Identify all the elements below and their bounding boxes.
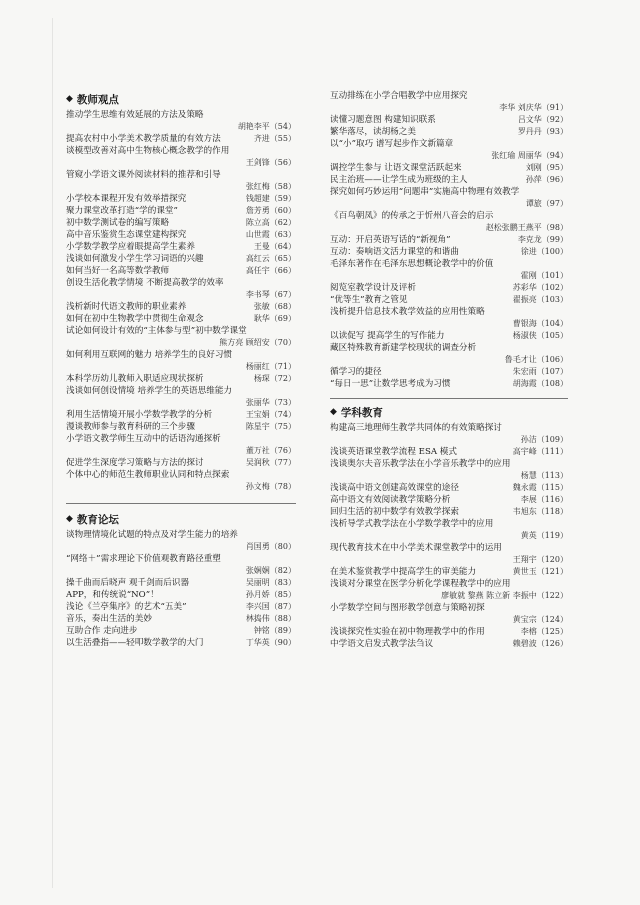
entry-title: 浅论《兰亭集序》的艺术“五美” (66, 602, 187, 612)
entry-author-page: 曹银海（104） (512, 319, 568, 328)
toc-entry[interactable] (66, 253, 296, 265)
entry-author-page: 刘刚（95） (525, 163, 568, 172)
entry-title: 读懂习题意图 构建知识联系 (330, 115, 436, 125)
entry-author-page: 黄宝宗（124） (512, 615, 568, 624)
entry-title: 现代教育技术在中小学美术课堂教学中的运用 (330, 543, 502, 553)
section-heading-education-forum (66, 512, 296, 526)
entry-title: 个体中心的师范生教师职业认同和特点探索 (66, 470, 230, 480)
toc-entry[interactable] (330, 506, 568, 518)
toc-entry[interactable] (66, 169, 296, 193)
entry-title: 操千曲而后晓声 观千剑而后识器 (66, 578, 190, 588)
toc-entry[interactable] (330, 306, 568, 330)
toc-entry[interactable] (66, 457, 296, 469)
toc-entry[interactable] (330, 162, 568, 174)
toc-entry[interactable] (330, 542, 568, 566)
entry-author-page: 耿华（69） (253, 314, 296, 323)
entry-author-page: 朱宏雨（107） (512, 367, 568, 376)
entry-author-page: 王曼（64） (253, 242, 296, 251)
toc-entry[interactable] (330, 90, 568, 114)
entry-author-page: 孙洁（109） (520, 435, 568, 444)
entry-author-page: 罗丹丹（93） (517, 127, 568, 136)
toc-entry[interactable] (66, 637, 296, 649)
right-column (330, 90, 568, 650)
entry-title: 音乐，奏出生活的美妙 (66, 614, 152, 624)
entry-author-page: 丁华英（90） (245, 638, 296, 647)
diamond-icon: ◆ (66, 94, 73, 104)
entry-title: 如何利用互联网的魅力 培养学生的良好习惯 (66, 350, 233, 360)
entry-author-page: 李克龙（99） (517, 235, 568, 244)
entry-title: 构建高三地理师生教学共同体的有效策略探讨 (330, 423, 502, 433)
entry-author-page: 吕文华（92） (517, 115, 568, 124)
entry-author-page: 胡艳李平（54） (237, 122, 296, 131)
toc-entry[interactable] (330, 246, 568, 258)
entry-title: 初中数学测试卷的编写策略 (66, 218, 170, 228)
entry-title: 如何在初中生物教学中贯彻生命观念 (66, 314, 204, 324)
entry-author-page: 李榕（125） (520, 627, 568, 636)
entry-author-page: 苏彩华（102） (512, 283, 568, 292)
entry-author-page: 王翔宇（120） (512, 555, 568, 564)
entry-title: 互动排练在小学合唱教学中应用探究 (330, 91, 468, 101)
toc-entry[interactable] (66, 205, 296, 217)
toc-entry[interactable] (66, 589, 296, 601)
entry-title: 创设生活化教学情境 不断提高教学的效率 (66, 278, 224, 288)
entry-title: 促进学生深度学习策略与方法的探讨 (66, 458, 204, 468)
entry-title: 本科学历幼儿教师入职适应现状探析 (66, 374, 204, 384)
toc-entry[interactable] (330, 626, 568, 638)
entry-title: 聚力课堂改革打造“学的课堂” (66, 206, 178, 216)
entry-title: 互动：开启英语写话的“新视角” (330, 235, 451, 245)
entry-author-page: 孙月娇（85） (245, 590, 296, 599)
toc-entry[interactable] (330, 366, 568, 378)
entry-author-page: 杨丽红（71） (245, 362, 296, 371)
entry-author-page: 高任宇（66） (245, 266, 296, 275)
toc-entry[interactable] (330, 518, 568, 542)
entry-title: 《百鸟朝凤》的传承之于忻州八音会的启示 (330, 211, 494, 221)
toc-entry[interactable] (66, 349, 296, 373)
entry-title: 阅览室教学设计及评析 (330, 283, 416, 293)
entry-author-page: 赵松张鹏王燕平（98） (485, 223, 568, 232)
toc-entry[interactable] (66, 373, 296, 385)
section-heading-subject-education (330, 405, 568, 419)
entry-author-page: 李展（116） (520, 495, 568, 504)
entry-title: “每日一思”让数学思考成为习惯 (330, 379, 451, 389)
entry-title: 浅析新时代语文教师的职业素养 (66, 302, 187, 312)
entry-author-page: 魏永霞（115） (512, 483, 568, 492)
entry-title: 如何当好一名高等数学教师 (66, 266, 170, 276)
entry-title: 以读促写 提高学生的写作能力 (330, 331, 445, 341)
toc-entry[interactable] (330, 638, 568, 650)
entry-title: 在美术鉴赏教学中提高学生的审美能力 (330, 567, 477, 577)
toc-entry[interactable] (66, 277, 296, 301)
entry-author-page: 陈星宇（75） (245, 422, 296, 431)
entry-title: 漫谈教师参与教育科研的三个步骤 (66, 422, 195, 432)
entry-author-page: 熊方亮 顾绍安（70） (219, 338, 296, 347)
entry-title: 浅析提升信息技术教学效益的应用性策略 (330, 307, 485, 317)
entry-title: 浅谈对分课堂在医学分析化学课程教学中的应用 (330, 579, 511, 589)
entry-title: 推动学生思维有效延展的方法及策略 (66, 110, 204, 120)
toc-entry[interactable] (66, 577, 296, 589)
entry-title: 中学语文启发式教学法刍议 (330, 639, 434, 649)
section-title: 学科教育 (340, 406, 383, 419)
toc-entry[interactable] (330, 422, 568, 446)
entry-author-page: 徐进（100） (520, 247, 568, 256)
toc-entry[interactable] (330, 578, 568, 602)
scan-shadow (52, 18, 53, 888)
toc-entry[interactable] (330, 186, 568, 210)
entry-title: 浅谈英语课堂教学流程 ESA 模式 (330, 447, 457, 457)
toc-entry[interactable] (66, 469, 296, 493)
entry-author-page: 齐进（55） (253, 134, 296, 143)
toc-entry[interactable] (330, 234, 568, 246)
entry-author-page: 赖碧波（126） (512, 639, 568, 648)
toc-entry[interactable] (66, 433, 296, 457)
toc-entry[interactable] (330, 458, 568, 482)
entry-author-page: 黄世玉（121） (512, 567, 568, 576)
entry-author-page: 高宇峰（111） (512, 447, 568, 456)
entry-author-page: 胡海霞（108） (512, 379, 568, 388)
entry-title: 回归生活的初中数学有效教学探索 (330, 507, 459, 517)
entry-title: 循学习的捷径 (330, 367, 382, 377)
toc-entry[interactable] (330, 482, 568, 494)
entry-title: 利用生活情境开展小学数学教学的分析 (66, 410, 213, 420)
entry-title: “网络＋”需求理论下价值观教育路径重塑 (66, 554, 221, 564)
toc-entry[interactable] (330, 566, 568, 578)
entry-title: 管窥小学语文课外阅读材料的推荐和引导 (66, 170, 221, 180)
entry-author-page: 杨慧（113） (520, 471, 568, 480)
entry-author-page: 张红梅（58） (245, 182, 296, 191)
entry-title: 民主治班——让学生成为班级的主人 (330, 175, 468, 185)
entry-author-page: 王宝娟（74） (245, 410, 296, 419)
toc-entry[interactable] (66, 217, 296, 229)
toc-entry[interactable] (330, 330, 568, 342)
toc-entry[interactable] (66, 601, 296, 613)
entry-title: 繁华落尽，读胡杨之美 (330, 127, 416, 137)
entry-author-page: 韦旭东（118） (512, 507, 568, 516)
entry-author-page: 孙文梅（78） (245, 482, 296, 491)
toc-entry[interactable] (66, 301, 296, 313)
toc-entry[interactable] (330, 446, 568, 458)
entry-author-page: 王剑锋（56） (245, 158, 296, 167)
section-title: 教师观点 (76, 93, 119, 106)
entry-author-page: 李兴国（87） (245, 602, 296, 611)
toc-entry[interactable] (66, 325, 296, 349)
section-list (66, 109, 296, 493)
entry-title: 互助合作 走向进步 (66, 626, 138, 636)
toc-entry[interactable] (330, 138, 568, 162)
toc-entry[interactable] (330, 494, 568, 506)
entry-author-page: 霍刚（101） (520, 271, 568, 280)
toc-entry[interactable] (66, 613, 296, 625)
toc-entry[interactable] (66, 409, 296, 421)
entry-author-page: 詹芳勇（60） (245, 206, 296, 215)
entry-title: 以“小”取巧 谱写起步作文新篇章 (330, 139, 454, 149)
toc-entry[interactable] (330, 378, 568, 390)
entry-title: 小学数学教学应着眼提高学生素养 (66, 242, 195, 252)
toc-entry[interactable] (66, 529, 296, 553)
entry-author-page: 钟铭（89） (253, 626, 296, 635)
diamond-icon: ◆ (66, 514, 73, 524)
toc-entry[interactable] (66, 145, 296, 169)
entry-title: 高中语文有效阅读教学策略分析 (330, 495, 451, 505)
toc-entry[interactable] (330, 282, 568, 294)
entry-author-page: 杨琛（72） (253, 374, 296, 383)
entry-author-page: 吴润秋（77） (245, 458, 296, 467)
entry-author-page: 山世霞（63） (245, 230, 296, 239)
entry-author-page: 陈立高（62） (245, 218, 296, 227)
toc-entry[interactable] (66, 109, 296, 133)
toc-entry[interactable] (330, 294, 568, 306)
entry-author-page: 肖国勇（80） (245, 542, 296, 551)
entry-author-page: 高红云（65） (245, 254, 296, 263)
toc-entry[interactable] (66, 241, 296, 253)
entry-title: 互动：奏响语文活力课堂的和谐曲 (330, 247, 459, 257)
entry-author-page: 谭旅（97） (525, 199, 568, 208)
entry-author-page: 张丽华（73） (245, 398, 296, 407)
toc-entry[interactable] (330, 342, 568, 366)
entry-author-page: 张敏（68） (253, 302, 296, 311)
toc-entry[interactable] (66, 313, 296, 325)
entry-author-page: 杨淑侠（105） (512, 331, 568, 340)
entry-title: 藏区特殊教育新建学校现状的调查分析 (330, 343, 477, 353)
section-divider (66, 503, 296, 504)
entry-title: 小学语文教学师生互动中的话语沟通探析 (66, 434, 221, 444)
entry-title: 谈模型改善对高中生物核心概念教学的作用 (66, 146, 230, 156)
entry-author-page: 黄英（119） (520, 531, 568, 540)
entry-title: 浅析导学式教学法在小学数学教学中的应用 (330, 519, 494, 529)
entry-title: 毛泽东著作在毛泽东思想概论教学中的价值 (330, 259, 494, 269)
left-column (66, 90, 296, 649)
entry-title: 小学数学空间与图形教学创意与策略初探 (330, 603, 485, 613)
section-list (330, 422, 568, 650)
toc-entry[interactable] (66, 229, 296, 241)
toc-entry[interactable] (330, 602, 568, 626)
toc-entry[interactable] (66, 133, 296, 145)
entry-author-page: 吴丽明（83） (245, 578, 296, 587)
section-list (330, 90, 568, 390)
entry-author-page: 张娴娴（82） (245, 566, 296, 575)
entry-title: APP，和传统说“NO”！ (66, 590, 159, 600)
toc-entry[interactable] (330, 114, 568, 126)
section-list (66, 529, 296, 649)
toc-entry[interactable] (66, 265, 296, 277)
entry-title: 高中音乐鉴赏生态课堂建构探究 (66, 230, 187, 240)
entry-title: 浅谈奥尔夫音乐教学法在小学音乐教学中的应用 (330, 459, 511, 469)
entry-title: 小学校本课程开发有效举措探究 (66, 194, 187, 204)
entry-title: 浅谈如何创设情境 培养学生的英语思维能力 (66, 386, 233, 396)
entry-title: 试论如何设计有效的“主体参与型”初中数学课堂 (66, 326, 247, 336)
toc-entry[interactable] (330, 258, 568, 282)
entry-author-page: 钱超建（59） (245, 194, 296, 203)
entry-title: 调控学生参与 让语文课堂活跃起来 (330, 163, 462, 173)
section-heading-teacher-views (66, 92, 296, 106)
entry-title: 谈物理情境化试题的特点及对学生能力的培养 (66, 530, 238, 540)
entry-title: 浅谈探究性实验在初中物理教学中的作用 (330, 627, 485, 637)
entry-author-page: 董万社（76） (245, 446, 296, 455)
entry-author-page: 李书琴（67） (245, 290, 296, 299)
entry-title: 探究如何巧妙运用“问题串”实施高中物理有效教学 (330, 187, 520, 197)
toc-entry[interactable] (66, 193, 296, 205)
toc-entry[interactable] (66, 385, 296, 409)
entry-author-page: 林捣伟（88） (245, 614, 296, 623)
entry-author-page: 孙萍（96） (525, 175, 568, 184)
section-title: 教育论坛 (76, 513, 119, 526)
toc-entry[interactable] (330, 174, 568, 186)
diamond-icon: ◆ (330, 407, 337, 417)
entry-title: 提高农村中小学美术教学质量的有效方法 (66, 134, 221, 144)
entry-title: 浅谈高中语文创建高效课堂的途径 (330, 483, 459, 493)
toc-entry[interactable] (330, 210, 568, 234)
entry-title: 浅谈如何激发小学生学习词语的兴趣 (66, 254, 204, 264)
entry-author-page: 李华 刘庆华（91） (499, 103, 568, 112)
toc-entry[interactable] (66, 421, 296, 433)
entry-title: 以生活叠指——轻叩数学教学的大门 (66, 638, 204, 648)
entry-author-page: 廖敏就 黎燕 陈立新 李振中（122） (441, 591, 568, 600)
entry-author-page: 翟振亮（103） (512, 295, 568, 304)
entry-title: “优等生”教育之管见 (330, 295, 408, 305)
entry-author-page: 鲁毛才让（106） (504, 355, 568, 364)
section-divider (330, 398, 568, 399)
entry-author-page: 张红瑜 周丽华（94） (491, 151, 568, 160)
toc-entry[interactable] (66, 625, 296, 637)
toc-entry[interactable] (330, 126, 568, 138)
toc-entry[interactable] (66, 553, 296, 577)
